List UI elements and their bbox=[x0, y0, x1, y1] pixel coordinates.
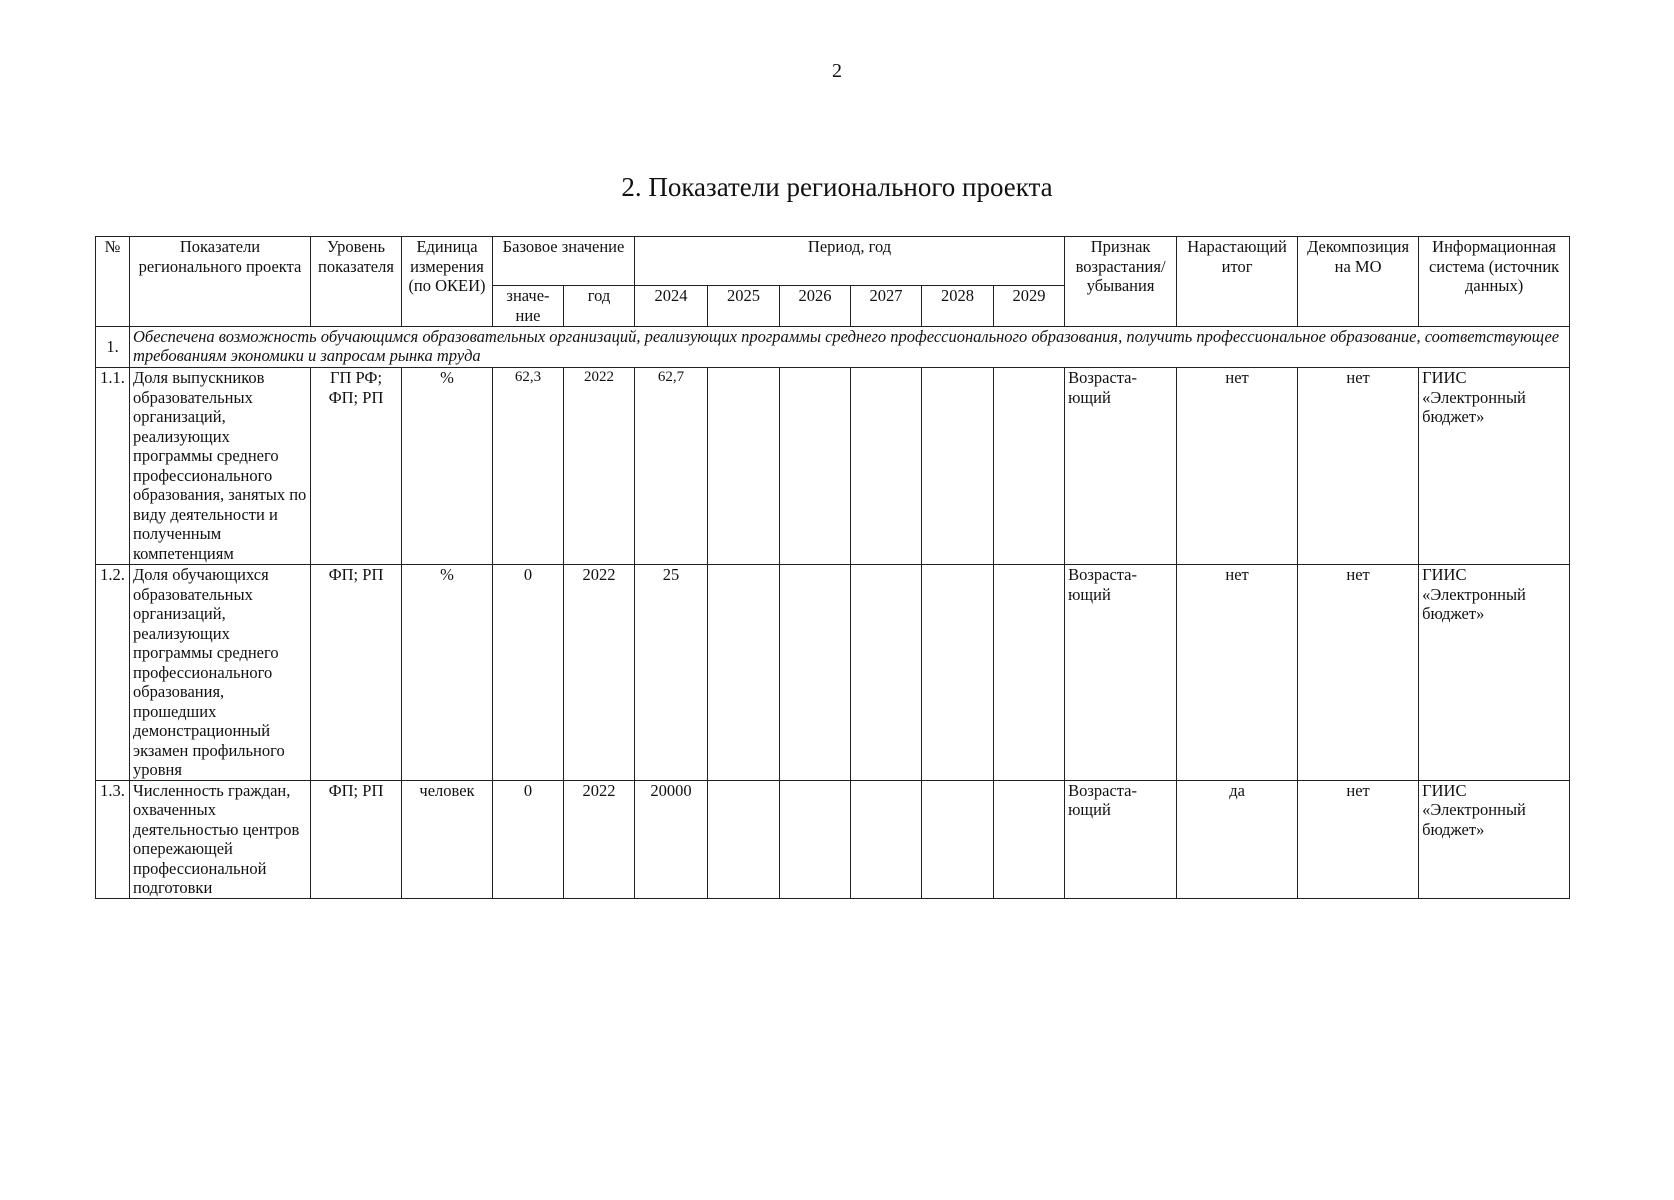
row-sign: Возраста-ющий bbox=[1065, 565, 1177, 781]
header-level: Уровень показателя bbox=[311, 237, 402, 327]
goal-row bbox=[96, 327, 1570, 368]
row-indicator: Доля выпускников образовательных организаций, реализующих программы среднего профессионального образования, занятых по виду деятельности и полученным компетенциям bbox=[130, 368, 311, 565]
header-sign: Признак возрастания/ убывания bbox=[1065, 237, 1177, 327]
row-value-2025 bbox=[708, 565, 780, 781]
row-base-year: 2022 bbox=[564, 565, 635, 781]
row-decomposition: нет bbox=[1298, 780, 1419, 898]
header-year-2029: 2029 bbox=[994, 286, 1065, 327]
row-value-2027 bbox=[851, 368, 922, 565]
row-decomposition: нет bbox=[1298, 565, 1419, 781]
header-num: № bbox=[96, 237, 130, 327]
header-info-system: Информационная система (источник данных) bbox=[1419, 237, 1570, 327]
header-row-top bbox=[96, 237, 1570, 286]
table-row bbox=[96, 368, 1570, 565]
row-num: 1.2. bbox=[96, 565, 130, 781]
row-value-2028 bbox=[922, 368, 994, 565]
table-row bbox=[96, 780, 1570, 898]
row-value-2025 bbox=[708, 780, 780, 898]
header-year-2024: 2024 bbox=[635, 286, 708, 327]
row-base-value: 0 bbox=[493, 780, 564, 898]
row-cumulative: да bbox=[1177, 780, 1298, 898]
row-unit: % bbox=[402, 565, 493, 781]
row-value-2026 bbox=[780, 780, 851, 898]
row-cumulative: нет bbox=[1177, 565, 1298, 781]
goal-text: Обеспечена возможность обучающимся образовательных организаций, реализующих программы среднего профессионального образования, получить профессиональное образование, соответствующее требованиям экономики и запросам рынка труда bbox=[130, 327, 1570, 368]
row-indicator: Доля обучающихся образовательных организаций, реализующих программы среднего профессионального образования, прошедших демонстрационный экзамен профильного уровня bbox=[130, 565, 311, 781]
row-level: ФП; РП bbox=[311, 780, 402, 898]
header-year-2027: 2027 bbox=[851, 286, 922, 327]
goal-num: 1. bbox=[96, 327, 130, 368]
row-value-2025 bbox=[708, 368, 780, 565]
indicators-table bbox=[95, 236, 1570, 899]
row-value-2027 bbox=[851, 565, 922, 781]
row-num: 1.3. bbox=[96, 780, 130, 898]
row-value-2026 bbox=[780, 565, 851, 781]
row-sign: Возраста-ющий bbox=[1065, 368, 1177, 565]
header-base-value: значе-ние bbox=[493, 286, 564, 327]
row-base-value: 0 bbox=[493, 565, 564, 781]
row-base-year: 2022 bbox=[564, 368, 635, 565]
row-value-2024: 25 bbox=[635, 565, 708, 781]
row-decomposition: нет bbox=[1298, 368, 1419, 565]
section-title: 2. Показатели регионального проекта bbox=[621, 172, 1053, 202]
row-num: 1.1. bbox=[96, 368, 130, 565]
row-sign: Возраста-ющий bbox=[1065, 780, 1177, 898]
header-cumulative: Нарастающий итог bbox=[1177, 237, 1298, 327]
header-base-year: год bbox=[564, 286, 635, 327]
header-period: Период, год bbox=[635, 237, 1065, 286]
row-unit: % bbox=[402, 368, 493, 565]
row-level: ФП; РП bbox=[311, 565, 402, 781]
row-unit: человек bbox=[402, 780, 493, 898]
table-row bbox=[96, 565, 1570, 781]
header-decomposition: Декомпозиция на МО bbox=[1298, 237, 1419, 327]
row-value-2029 bbox=[994, 565, 1065, 781]
header-base: Базовое значение bbox=[493, 237, 635, 286]
row-value-2028 bbox=[922, 565, 994, 781]
row-indicator: Численность граждан, охваченных деятельностью центров опережающей профессиональной подготовки bbox=[130, 780, 311, 898]
row-info-system: ГИИС «Электронный бюджет» bbox=[1419, 565, 1570, 781]
header-year-2028: 2028 bbox=[922, 286, 994, 327]
row-info-system: ГИИС «Электронный бюджет» bbox=[1419, 780, 1570, 898]
row-cumulative: нет bbox=[1177, 368, 1298, 565]
row-base-year: 2022 bbox=[564, 780, 635, 898]
row-value-2024: 62,7 bbox=[635, 368, 708, 565]
row-value-2024: 20000 bbox=[635, 780, 708, 898]
page-number: 2 bbox=[832, 60, 842, 82]
header-year-2025: 2025 bbox=[708, 286, 780, 327]
row-value-2029 bbox=[994, 780, 1065, 898]
row-level: ГП РФ; ФП; РП bbox=[311, 368, 402, 565]
header-unit: Единица измерения (по ОКЕИ) bbox=[402, 237, 493, 327]
header-indicator: Показатели регионального проекта bbox=[130, 237, 311, 327]
row-info-system: ГИИС «Электронный бюджет» bbox=[1419, 368, 1570, 565]
row-value-2026 bbox=[780, 368, 851, 565]
row-value-2029 bbox=[994, 368, 1065, 565]
row-base-value: 62,3 bbox=[493, 368, 564, 565]
row-value-2027 bbox=[851, 780, 922, 898]
row-value-2028 bbox=[922, 780, 994, 898]
header-year-2026: 2026 bbox=[780, 286, 851, 327]
